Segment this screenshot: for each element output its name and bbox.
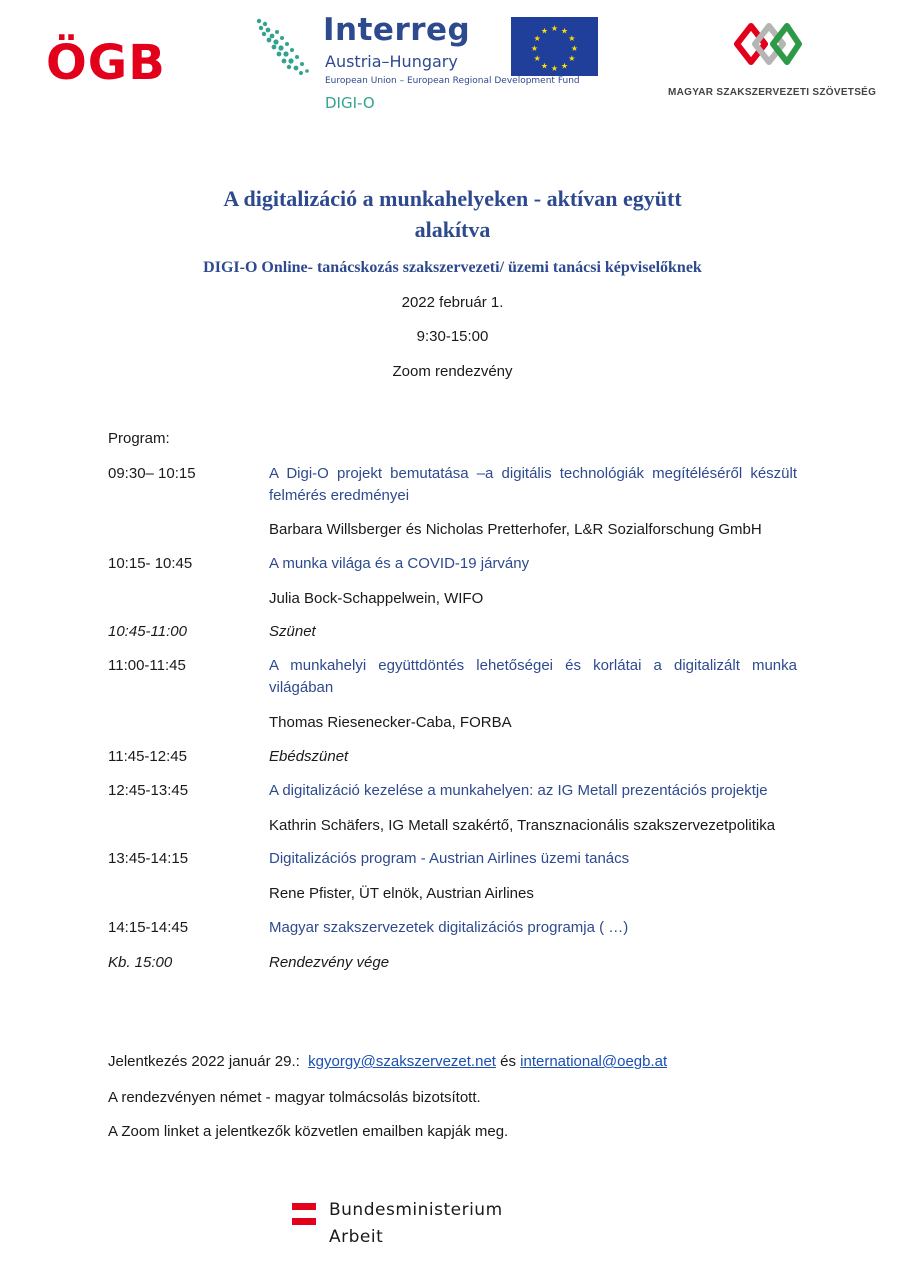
page-subtitle: DIGI-O Online- tanácskozás szakszervezeti/ üzemi tanácsi képviselőknek (203, 259, 702, 276)
email-link-oegb[interactable]: international@oegb.at (520, 1053, 668, 1070)
program-time: 12:45-13:45 (108, 782, 189, 799)
interreg-title: Interreg (323, 12, 471, 48)
program-time: 10:45-11:00 (108, 623, 187, 640)
program-time: 09:30– 10:15 (108, 465, 196, 482)
eu-star-icon: ★ (570, 44, 579, 53)
program-speaker: Barbara Willsberger és Nicholas Pretterhofer, L&R Sozialforschung GmbH (269, 521, 762, 538)
registration-label: Jelentkezés 2022 január 29.: (108, 1053, 300, 1070)
eu-star-icon: ★ (533, 54, 541, 63)
eu-flag-icon (511, 17, 598, 76)
program-speaker: Kathrin Schäfers, IG Metall szakértő, Transznacionális szakszervezetpolitika (269, 817, 776, 834)
title-line-1: A digitalizáció a munkahelyeken - aktívan együtt (223, 186, 682, 211)
interreg-dots-icon (255, 17, 315, 77)
interreg-region: Austria–Hungary (325, 52, 458, 71)
program-label: Program: (108, 430, 170, 447)
ministry-name: Bundesministerium (329, 1200, 503, 1220)
email-link-szakszervezet[interactable]: kgyorgy@szakszervezet.net (308, 1053, 496, 1070)
eu-star-icon: ★ (560, 61, 569, 71)
eu-star-icon: ★ (530, 44, 539, 53)
title-line-2: alakítva (414, 217, 491, 242)
program-break: Szünet (269, 623, 316, 640)
austria-flag-icon (292, 1203, 316, 1225)
program-time: 11:45-12:45 (108, 748, 187, 765)
msz-name: MAGYAR SZAKSZERVEZETI SZÖVETSÉG (668, 87, 877, 98)
program-topic: Magyar szakszervezetek digitalizációs programja ( …) (269, 919, 629, 936)
page-title (0, 183, 905, 245)
program-time: 11:00-11:45 (108, 657, 186, 674)
interpretation-note: A rendezvényen német - magyar tolmácsolás bizotsított. (108, 1089, 481, 1106)
program-speaker: Rene Pfister, ÜT elnök, Austrian Airlines (269, 885, 534, 902)
eu-star-icon: ★ (540, 26, 549, 36)
eu-star-icon: ★ (550, 24, 559, 33)
ministry-sub: Arbeit (329, 1227, 384, 1247)
event-time: 9:30-15:00 (416, 328, 489, 345)
program-time: 13:45-14:15 (108, 850, 189, 867)
event-venue: Zoom rendezvény (392, 363, 513, 380)
eu-star-icon: ★ (568, 54, 576, 63)
program-time: Kb. 15:00 (108, 954, 173, 971)
program-speaker: Julia Bock-Schappelwein, WIFO (269, 590, 484, 607)
event-date: 2022 február 1. (401, 294, 504, 311)
eu-star-icon: ★ (540, 61, 549, 71)
program-break: Ebédszünet (269, 748, 349, 765)
ogb-logo: ÖGB (46, 35, 166, 91)
interreg-fund: European Union – European Regional Development Fund (325, 76, 580, 86)
eu-star-icon: ★ (560, 26, 569, 36)
interreg-project: DIGI-O (325, 94, 375, 112)
program-topic: A digitalizáció kezelése a munkahelyen: az IG Metall prezentációs projektje (269, 782, 768, 799)
program-end: Rendezvény vége (269, 954, 390, 971)
program-topic: Digitalizációs program - Austrian Airlines üzemi tanács (269, 850, 630, 867)
program-time: 14:15-14:45 (108, 919, 189, 936)
registration-line (108, 1053, 667, 1071)
eu-star-icon: ★ (568, 34, 576, 43)
program-topic: A Digi-O projekt bemutatása –a digitális technológiák megítéléséről készült felmérés eredményei (269, 465, 797, 504)
eu-star-icon: ★ (550, 64, 559, 73)
program-time: 10:15- 10:45 (108, 555, 193, 572)
zoom-note: A Zoom linket a jelentkezők közvetlen emailben kapják meg. (108, 1123, 509, 1140)
program-speaker: Thomas Riesenecker-Caba, FORBA (269, 714, 512, 731)
registration-conjunction: és (500, 1053, 516, 1070)
program-topic: A munka világa és a COVID-19 járvány (269, 555, 530, 572)
msz-logo-icon (733, 20, 803, 78)
program-topic: A munkahelyi együttdöntés lehetőségei és korlátai a digitalizált munka világában (269, 657, 797, 696)
eu-star-icon: ★ (533, 34, 541, 43)
